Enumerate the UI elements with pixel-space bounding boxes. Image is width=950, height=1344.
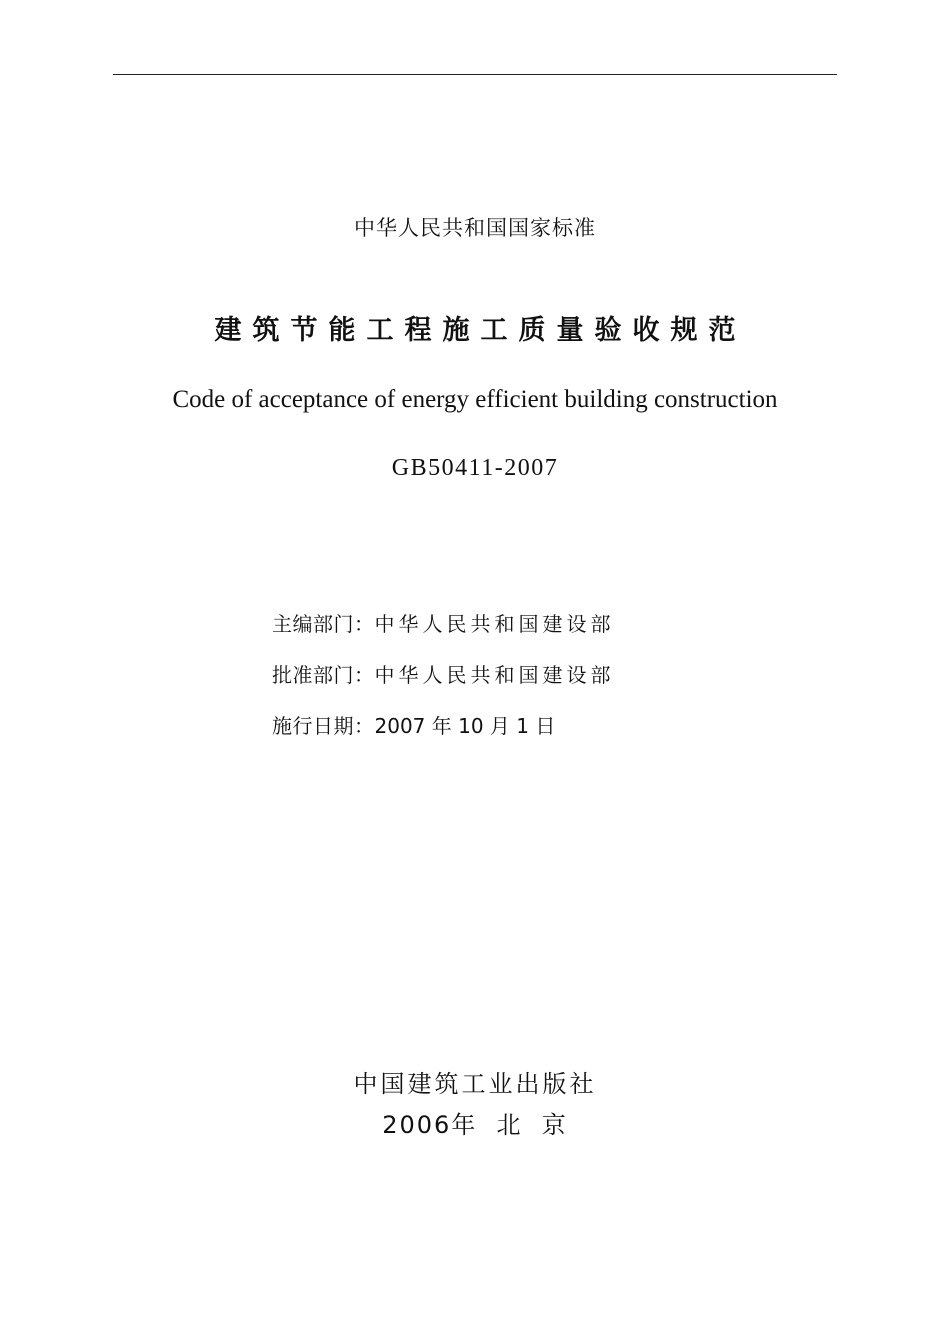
approver-row [272,659,615,688]
publisher-name: 中国建筑工业出版社 [353,1070,597,1098]
national-standard-label: 中华人民共和国国家标准 [354,216,596,240]
editor-row [272,608,615,637]
approver-value: 中华人民共和国建设部 [374,663,615,687]
document-title-en: Code of acceptance of energy efficient building construction [172,386,778,413]
editor-label: 主编部门： [272,612,375,636]
editor-value: 中华人民共和国建设部 [374,612,615,636]
effective-date-label: 施行日期： [272,714,375,738]
effective-date-value: 2007 年 10 月 1 日 [374,714,556,738]
document-title-cn: 建筑节能工程施工质量验收规范 [214,315,747,346]
publication-date-place: 2006年 北 京 [382,1111,568,1139]
approver-label: 批准部门： [272,663,375,687]
effective-date-row [272,710,555,739]
header-rule [113,74,837,75]
standard-code: GB50411-2007 [391,455,559,481]
